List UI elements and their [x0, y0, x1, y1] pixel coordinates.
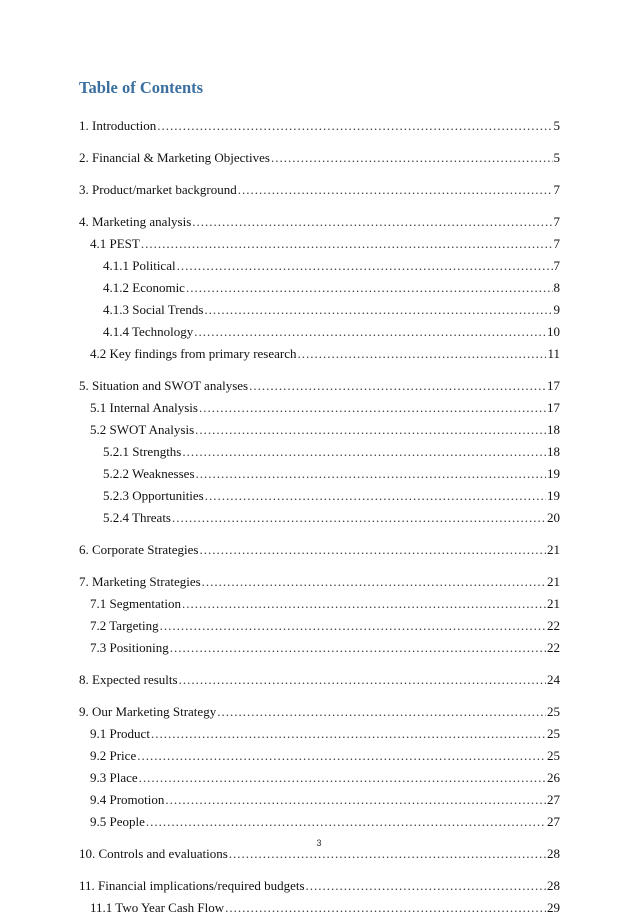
toc-entry[interactable]: [79, 179, 560, 201]
toc-entry[interactable]: [79, 321, 560, 343]
leader-dots: [186, 277, 553, 299]
toc-entry-page: 7: [553, 182, 560, 197]
toc-entry[interactable]: [79, 539, 560, 561]
toc-entry-label: 4.2 Key findings from primary research: [90, 346, 297, 361]
toc-entry-label: 8. Expected results: [79, 672, 178, 687]
toc-entry-label: 4.1.3 Social Trends: [103, 302, 204, 317]
leader-dots: [177, 255, 553, 277]
toc-entry-page: 19: [547, 488, 560, 503]
toc-entry-label: 4.1 PEST: [90, 236, 140, 251]
toc-entry-page: 20: [547, 510, 560, 525]
toc-entry-page: 26: [547, 770, 560, 785]
toc-entry-label: 9.1 Product: [90, 726, 150, 741]
toc-entry-label: 4.1.1 Political: [103, 258, 176, 273]
toc-entry[interactable]: [79, 615, 560, 637]
leader-dots: [195, 419, 546, 441]
toc-entry-page: 10: [547, 324, 560, 339]
toc-entry-page: 7: [553, 258, 560, 273]
leader-dots: [271, 147, 553, 169]
leader-dots: [179, 669, 546, 691]
toc-entry[interactable]: [79, 375, 560, 397]
toc-entry-label: 11.1 Two Year Cash Flow: [90, 900, 225, 915]
leader-dots: [199, 397, 546, 419]
toc-entry[interactable]: [79, 723, 560, 745]
toc-entry[interactable]: [79, 507, 560, 529]
toc-entry-page: 8: [553, 280, 560, 295]
leader-dots: [194, 321, 546, 343]
leader-dots: [204, 299, 552, 321]
toc-entry-page: 24: [547, 672, 560, 687]
toc-entry[interactable]: [79, 875, 560, 897]
toc-entry-label: 5.2.2 Weaknesses: [103, 466, 195, 481]
leader-dots: [182, 441, 546, 463]
leader-dots: [146, 811, 546, 833]
toc-entry-page: 25: [547, 726, 560, 741]
toc-entry-label: 4.1.4 Technology: [103, 324, 194, 339]
leader-dots: [165, 789, 546, 811]
leader-dots: [196, 463, 546, 485]
toc-entry-label: 6. Corporate Strategies: [79, 542, 199, 557]
toc-entry[interactable]: [79, 419, 560, 441]
leader-dots: [217, 701, 546, 723]
toc-entry-label: 3. Product/market background: [79, 182, 237, 197]
leader-dots: [200, 539, 547, 561]
toc-entry[interactable]: [79, 277, 560, 299]
toc-entry-label: 5.2 SWOT Analysis: [90, 422, 195, 437]
toc-entry[interactable]: [79, 811, 560, 833]
toc-entry-label: 7.2 Targeting: [90, 618, 159, 633]
leader-dots: [225, 897, 546, 919]
toc-entry-page: 11: [547, 346, 560, 361]
toc-entry[interactable]: [79, 255, 560, 277]
toc-entry-label: 10. Controls and evaluations: [79, 846, 228, 861]
toc-entry-label: 9.5 People: [90, 814, 145, 829]
toc-entry-page: 19: [547, 466, 560, 481]
toc-entry-page: 21: [547, 542, 560, 557]
toc-entry[interactable]: [79, 343, 560, 365]
toc-entry-page: 28: [547, 846, 560, 861]
leader-dots: [170, 637, 546, 659]
toc-entry-label: 11. Financial implications/required budgets: [79, 878, 305, 893]
toc-entry[interactable]: [79, 593, 560, 615]
toc-entry[interactable]: [79, 147, 560, 169]
toc-entry[interactable]: [79, 441, 560, 463]
toc-entry-label: 4. Marketing analysis: [79, 214, 192, 229]
toc-entry-page: 27: [547, 814, 560, 829]
leader-dots: [139, 767, 546, 789]
toc-entry-label: 9.2 Price: [90, 748, 137, 763]
toc-entry-page: 25: [547, 748, 560, 763]
leader-dots: [306, 875, 546, 897]
leader-dots: [192, 211, 552, 233]
leader-dots: [151, 723, 546, 745]
toc-entry-page: 5: [553, 150, 560, 165]
leader-dots: [249, 375, 546, 397]
toc-entry-label: 2. Financial & Marketing Objectives: [79, 150, 270, 165]
toc-entry[interactable]: [79, 789, 560, 811]
table-of-contents: [79, 115, 560, 919]
toc-entry[interactable]: [79, 463, 560, 485]
toc-entry-label: 5.2.3 Opportunities: [103, 488, 204, 503]
toc-entry-page: 22: [547, 618, 560, 633]
toc-entry[interactable]: [79, 233, 560, 255]
toc-entry-page: 25: [547, 704, 560, 719]
leader-dots: [172, 507, 546, 529]
page-number: 3: [316, 838, 322, 848]
leader-dots: [157, 115, 552, 137]
toc-entry[interactable]: [79, 637, 560, 659]
leader-dots: [205, 485, 546, 507]
toc-entry-label: 9. Our Marketing Strategy: [79, 704, 217, 719]
leader-dots: [141, 233, 553, 255]
toc-entry-page: 21: [547, 596, 560, 611]
toc-entry[interactable]: [79, 669, 560, 691]
toc-entry-label: 9.3 Place: [90, 770, 138, 785]
toc-entry-page: 7: [553, 214, 560, 229]
leader-dots: [160, 615, 546, 637]
toc-entry[interactable]: [79, 397, 560, 419]
toc-entry[interactable]: [79, 701, 560, 723]
toc-entry-page: 28: [547, 878, 560, 893]
toc-entry-label: 7. Marketing Strategies: [79, 574, 201, 589]
toc-entry[interactable]: [79, 745, 560, 767]
leader-dots: [238, 179, 553, 201]
toc-entry-page: 17: [547, 378, 560, 393]
toc-entry-label: 4.1.2 Economic: [103, 280, 185, 295]
toc-entry-label: 5.2.1 Strengths: [103, 444, 182, 459]
toc-entry-page: 5: [553, 118, 560, 133]
toc-title: Table of Contents: [79, 78, 204, 97]
toc-entry-page: 29: [547, 900, 560, 915]
toc-entry-label: 5. Situation and SWOT analyses: [79, 378, 249, 393]
leader-dots: [137, 745, 546, 767]
leader-dots: [298, 343, 547, 365]
toc-entry[interactable]: [79, 767, 560, 789]
toc-entry-label: 1. Introduction: [79, 118, 157, 133]
toc-entry-page: 27: [547, 792, 560, 807]
toc-entry-page: 21: [547, 574, 560, 589]
toc-entry-label: 5.1 Internal Analysis: [90, 400, 198, 415]
toc-entry[interactable]: [79, 485, 560, 507]
toc-entry-label: 7.3 Positioning: [90, 640, 169, 655]
toc-entry[interactable]: [79, 299, 560, 321]
leader-dots: [202, 571, 546, 593]
toc-entry-label: 7.1 Segmentation: [90, 596, 181, 611]
toc-entry[interactable]: [79, 897, 560, 919]
toc-entry-label: 5.2.4 Threats: [103, 510, 171, 525]
toc-entry-page: 22: [547, 640, 560, 655]
toc-entry-label: 9.4 Promotion: [90, 792, 165, 807]
toc-entry-page: 7: [553, 236, 560, 251]
toc-entry[interactable]: [79, 211, 560, 233]
toc-entry[interactable]: [79, 571, 560, 593]
toc-entry-page: 18: [547, 444, 560, 459]
toc-entry[interactable]: [79, 115, 560, 137]
toc-entry-page: 9: [553, 302, 560, 317]
toc-entry-page: 17: [547, 400, 560, 415]
leader-dots: [182, 593, 546, 615]
toc-entry-page: 18: [547, 422, 560, 437]
